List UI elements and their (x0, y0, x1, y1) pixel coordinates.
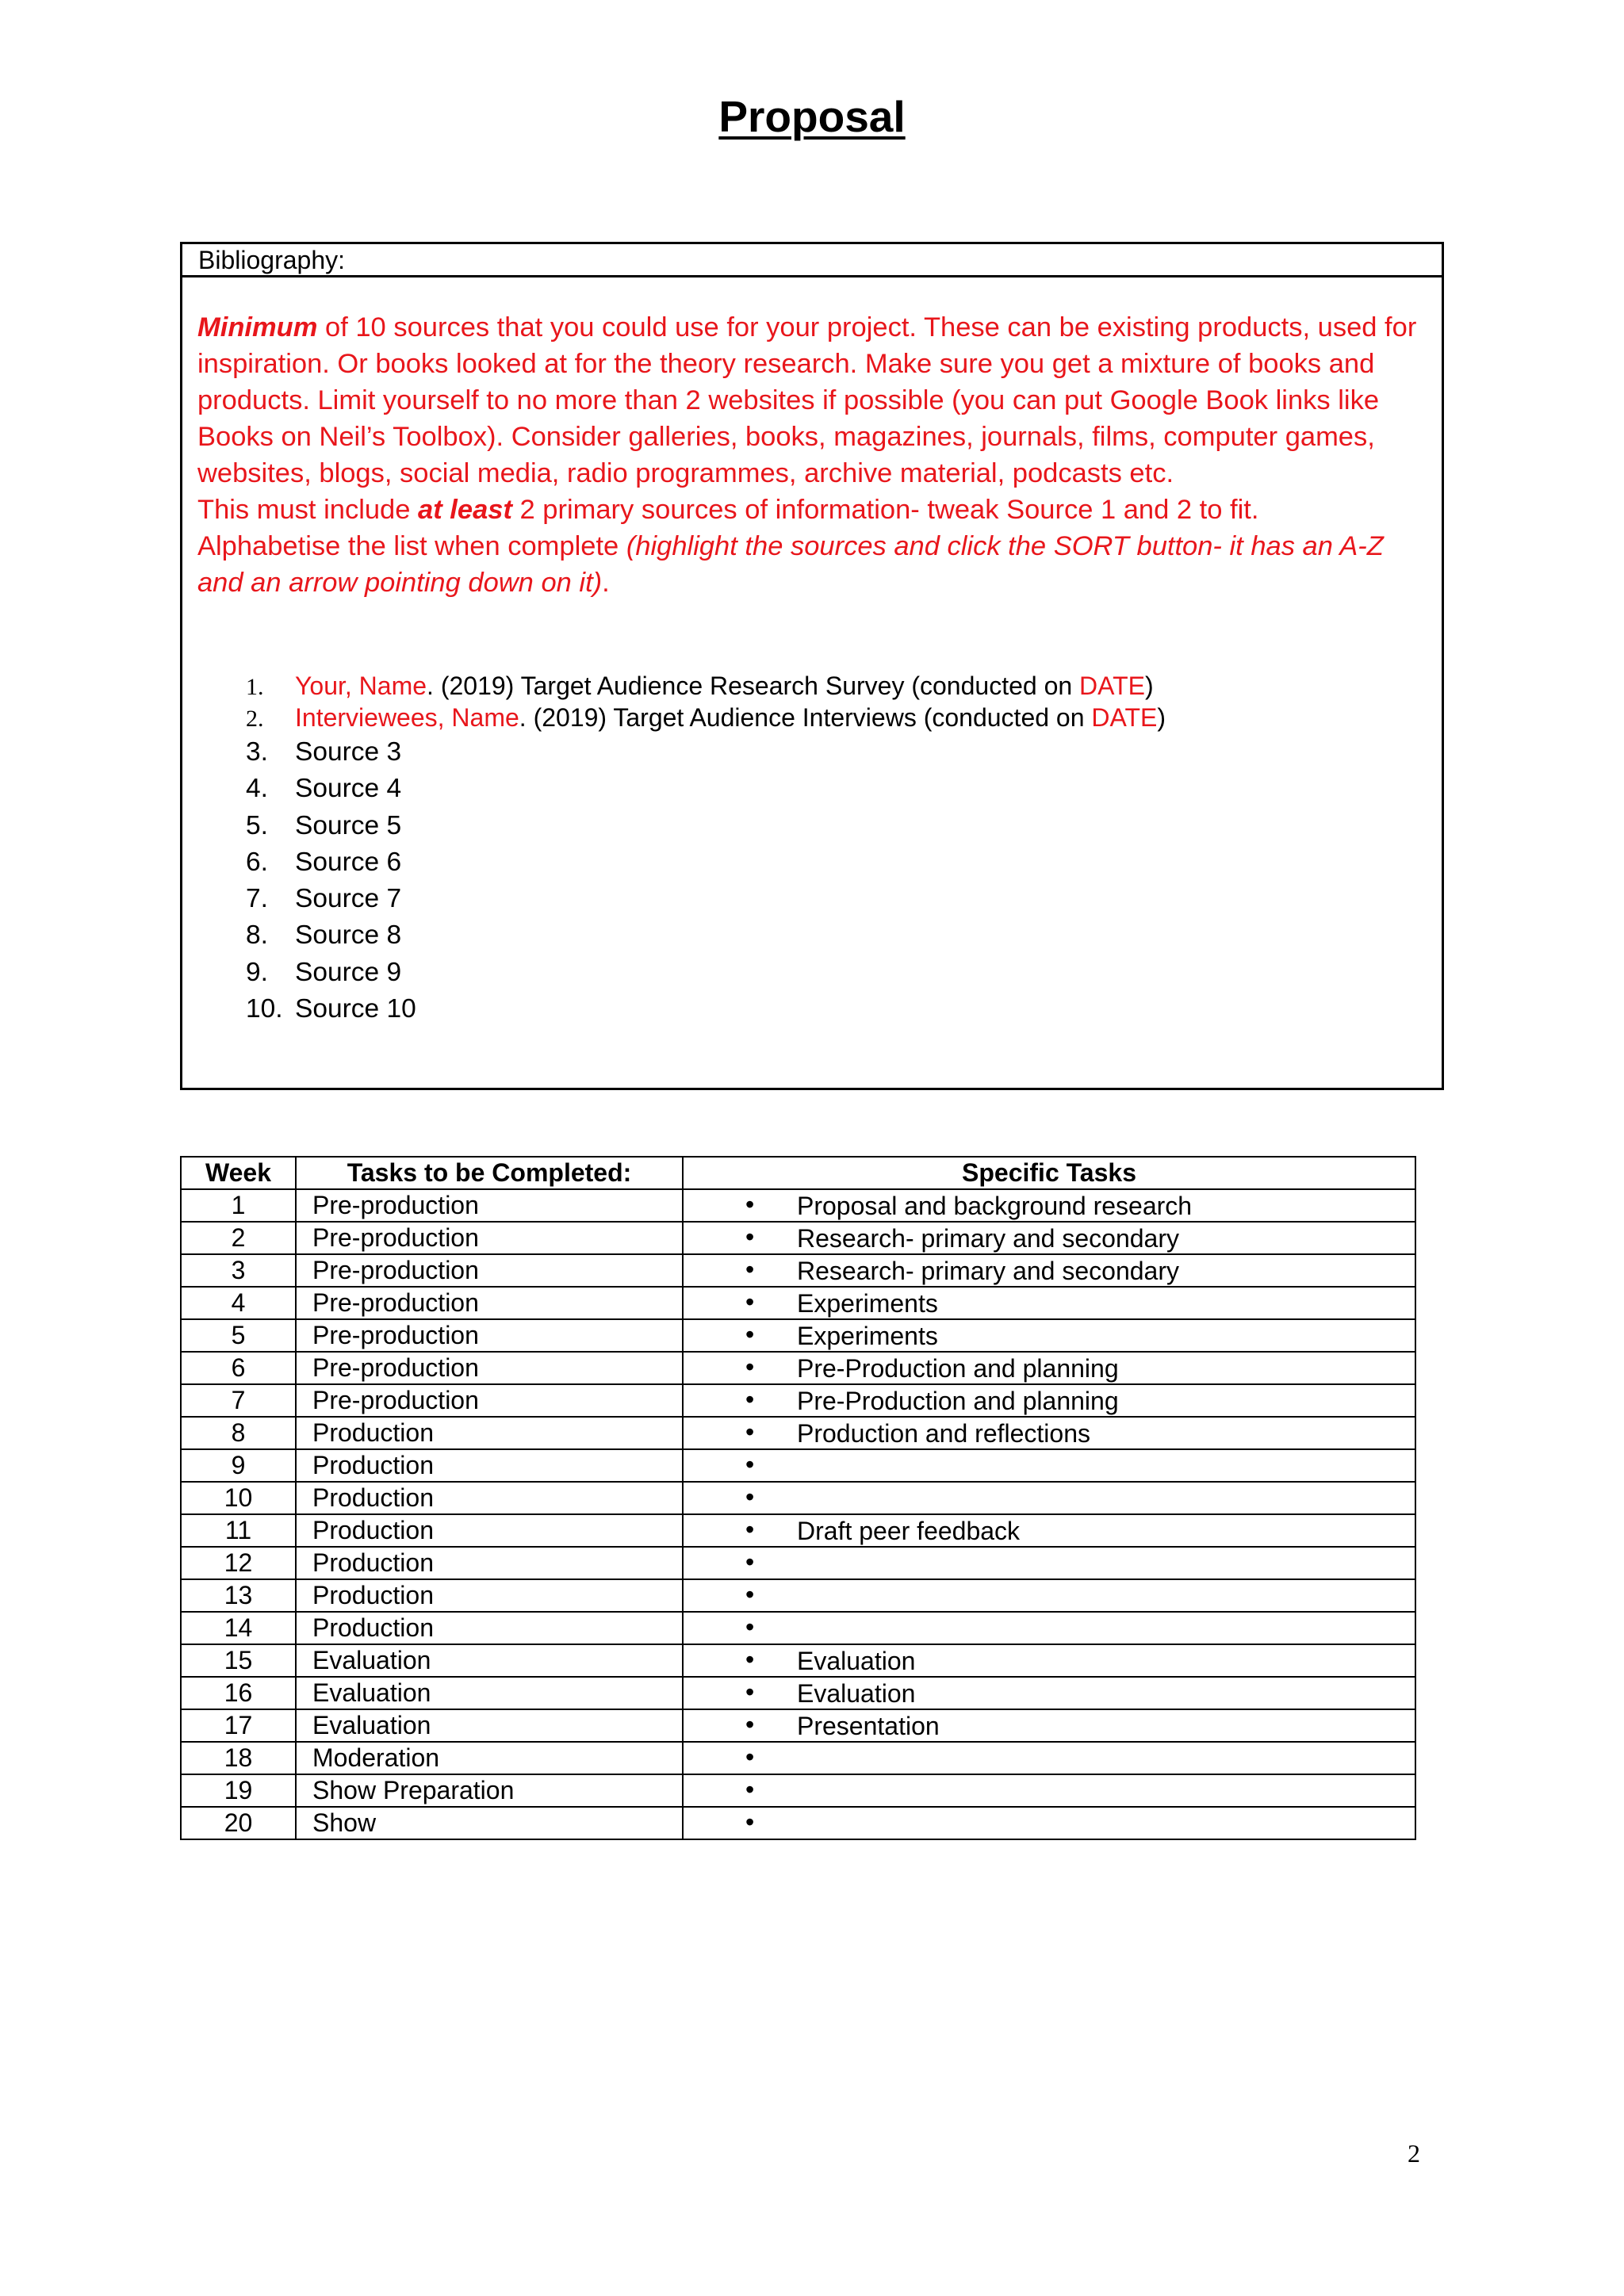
bullet-icon: • (745, 1483, 755, 1511)
bullet-icon: • (745, 1418, 755, 1446)
specific-task-text: Draft peer feedback (797, 1517, 1021, 1545)
bullet-icon: • (745, 1255, 755, 1284)
source-label: Source 7 (295, 884, 402, 914)
instructions-text-1: of 10 sources that you could use for your project. These can be existing products, used for inspiration. Or books looked at for the theory research. Make sure you get a mixture of books and products. Limit yourself to no more than 2 websites if possible (you can put Google Book links like Books on Neil’s Toolbox). Consider galleries, books, magazines, journals, films, computer games, websites, blogs, social media, radio programmes, archive material, podcasts etc. (197, 312, 1417, 488)
table-row (181, 1644, 1415, 1677)
list-number: 6. (246, 847, 268, 877)
source-author-placeholder: Your, Name (295, 672, 427, 700)
specific-task-cell (683, 1612, 1415, 1644)
sort-hint: (highlight the sources and click the SORT button- it has an A-Z and an arrow pointing down on it) (197, 531, 1384, 598)
table-row (181, 1547, 1415, 1579)
specific-task-cell (683, 1319, 1415, 1352)
week-column-header: Week (181, 1157, 296, 1189)
week-cell: 15 (181, 1644, 296, 1677)
table-row (181, 1579, 1415, 1612)
bullet-icon: • (745, 1450, 755, 1479)
source-label: Source 9 (295, 957, 402, 987)
instructions-paragraph-3 (197, 528, 1434, 601)
week-cell: 20 (181, 1807, 296, 1839)
task-cell: Production (296, 1514, 683, 1547)
task-cell: Evaluation (296, 1709, 683, 1742)
table-row (181, 1677, 1415, 1709)
week-cell: 14 (181, 1612, 296, 1644)
list-item (246, 671, 1166, 702)
instructions-text-3b: . (602, 568, 610, 598)
specific-task-cell (683, 1222, 1415, 1254)
bullet-icon: • (745, 1645, 755, 1674)
specific-task-cell (683, 1384, 1415, 1417)
source-text (295, 671, 1154, 702)
instructions-paragraph-2 (197, 492, 1434, 528)
source-label: Source 4 (295, 774, 402, 804)
bibliography-instructions (197, 309, 1434, 601)
schedule-table (180, 1156, 1416, 1840)
list-item (246, 991, 1166, 1027)
source-title: . (2019) Target Audience Interviews (conducted on (519, 703, 1092, 732)
bullet-icon: • (745, 1743, 755, 1771)
week-cell: 7 (181, 1384, 296, 1417)
source-label: Source 3 (295, 737, 402, 767)
specific-task-cell (683, 1579, 1415, 1612)
bullet-icon: • (745, 1580, 755, 1609)
instructions-text-3a: Alphabetise the list when complete (197, 531, 626, 561)
table-row (181, 1709, 1415, 1742)
specific-task-text: Evaluation (797, 1679, 916, 1708)
task-cell: Pre-production (296, 1189, 683, 1222)
list-item (246, 734, 1166, 771)
table-row (181, 1482, 1415, 1514)
specific-task-cell (683, 1807, 1415, 1839)
table-row (181, 1514, 1415, 1547)
task-cell: Production (296, 1612, 683, 1644)
task-cell: Show (296, 1807, 683, 1839)
list-item (246, 702, 1166, 734)
table-row (181, 1449, 1415, 1482)
bullet-icon: • (745, 1710, 755, 1739)
task-cell: Pre-production (296, 1319, 683, 1352)
specific-task-text: Production and reflections (797, 1419, 1090, 1448)
bullet-icon: • (745, 1190, 755, 1219)
specific-task-text: Pre-Production and planning (797, 1354, 1119, 1383)
sources-list (246, 671, 1166, 1027)
week-cell: 13 (181, 1579, 296, 1612)
list-item (246, 808, 1166, 844)
table-row (181, 1319, 1415, 1352)
list-number: 3. (246, 737, 268, 767)
specific-task-cell (683, 1547, 1415, 1579)
table-row (181, 1807, 1415, 1839)
source-text (295, 702, 1166, 733)
list-item (246, 881, 1166, 917)
list-number: 5. (246, 810, 268, 840)
week-cell: 4 (181, 1287, 296, 1319)
task-cell: Evaluation (296, 1644, 683, 1677)
source-date-placeholder: DATE (1079, 672, 1146, 700)
page-title: Proposal (718, 92, 906, 141)
specific-task-cell (683, 1189, 1415, 1222)
table-row (181, 1352, 1415, 1384)
table-row (181, 1774, 1415, 1807)
week-cell: 5 (181, 1319, 296, 1352)
source-label: Source 8 (295, 920, 402, 951)
source-label: Source 10 (295, 994, 416, 1024)
bullet-icon: • (745, 1385, 755, 1414)
week-cell: 12 (181, 1547, 296, 1579)
bullet-icon: • (745, 1678, 755, 1706)
source-close: ) (1145, 672, 1154, 700)
specific-task-text: Research- primary and secondary (797, 1224, 1179, 1253)
bullet-icon: • (745, 1353, 755, 1381)
bullet-icon: • (745, 1288, 755, 1316)
list-item (246, 844, 1166, 881)
list-number: 1. (246, 674, 264, 700)
table-row (181, 1384, 1415, 1417)
schedule-body (181, 1189, 1415, 1839)
week-cell: 19 (181, 1774, 296, 1807)
task-cell: Production (296, 1449, 683, 1482)
task-cell: Production (296, 1547, 683, 1579)
bullet-icon: • (745, 1223, 755, 1251)
task-cell: Pre-production (296, 1352, 683, 1384)
specific-task-text: Pre-Production and planning (797, 1387, 1119, 1415)
list-number: 4. (246, 774, 268, 804)
task-cell: Pre-production (296, 1287, 683, 1319)
specific-task-cell (683, 1449, 1415, 1482)
specific-task-text: Evaluation (797, 1647, 916, 1675)
list-item (246, 955, 1166, 991)
specific-task-text: Experiments (797, 1322, 938, 1350)
week-cell: 9 (181, 1449, 296, 1482)
instructions-paragraph-1 (197, 309, 1434, 492)
specific-tasks-column-header: Specific Tasks (683, 1157, 1415, 1189)
instructions-text-2b: 2 primary sources of information- tweak Source 1 and 2 to fit. (511, 495, 1259, 525)
table-row (181, 1287, 1415, 1319)
table-row (181, 1189, 1415, 1222)
table-row (181, 1612, 1415, 1644)
list-number: 2. (246, 706, 264, 732)
list-number: 8. (246, 920, 268, 951)
specific-task-cell (683, 1482, 1415, 1514)
week-cell: 18 (181, 1742, 296, 1774)
tasks-column-header: Tasks to be Completed: (296, 1157, 683, 1189)
task-cell: Production (296, 1482, 683, 1514)
specific-task-cell (683, 1352, 1415, 1384)
bullet-icon: • (745, 1548, 755, 1576)
week-cell: 11 (181, 1514, 296, 1547)
specific-task-cell (683, 1254, 1415, 1287)
week-cell: 17 (181, 1709, 296, 1742)
task-cell: Pre-production (296, 1222, 683, 1254)
source-date-placeholder: DATE (1091, 703, 1158, 732)
table-header-row (181, 1157, 1415, 1189)
week-cell: 2 (181, 1222, 296, 1254)
minimum-emphasis: Minimum (197, 312, 318, 342)
table-row (181, 1222, 1415, 1254)
specific-task-text: Experiments (797, 1289, 938, 1318)
week-cell: 6 (181, 1352, 296, 1384)
source-title: . (2019) Target Audience Research Survey (conducted on (427, 672, 1080, 700)
task-cell: Pre-production (296, 1254, 683, 1287)
list-number: 9. (246, 957, 268, 987)
specific-task-cell (683, 1709, 1415, 1742)
specific-task-cell (683, 1774, 1415, 1807)
specific-task-cell (683, 1677, 1415, 1709)
week-cell: 16 (181, 1677, 296, 1709)
bullet-icon: • (745, 1320, 755, 1349)
bibliography-box (180, 242, 1444, 1090)
task-cell: Production (296, 1417, 683, 1449)
instructions-text-2a: This must include (197, 495, 419, 525)
table-row (181, 1417, 1415, 1449)
page-number: 2 (1408, 2139, 1420, 2168)
source-label: Source 5 (295, 810, 402, 840)
task-cell: Pre-production (296, 1384, 683, 1417)
specific-task-text: Proposal and background research (797, 1192, 1193, 1220)
specific-task-cell (683, 1417, 1415, 1449)
table-row (181, 1254, 1415, 1287)
task-cell: Show Preparation (296, 1774, 683, 1807)
table-row (181, 1742, 1415, 1774)
specific-task-cell (683, 1514, 1415, 1547)
bullet-icon: • (745, 1515, 755, 1544)
week-cell: 8 (181, 1417, 296, 1449)
bullet-icon: • (745, 1613, 755, 1641)
specific-task-cell (683, 1742, 1415, 1774)
bullet-icon: • (745, 1775, 755, 1804)
list-number: 7. (246, 884, 268, 914)
specific-task-cell (683, 1287, 1415, 1319)
specific-task-cell (683, 1644, 1415, 1677)
at-least-emphasis: at least (418, 495, 512, 525)
specific-task-text: Research- primary and secondary (797, 1257, 1179, 1285)
source-author-placeholder: Interviewees, Name (295, 703, 519, 732)
bibliography-header: Bibliography: (182, 244, 1442, 277)
source-close: ) (1157, 703, 1166, 732)
week-cell: 3 (181, 1254, 296, 1287)
source-label: Source 6 (295, 847, 402, 877)
task-cell: Moderation (296, 1742, 683, 1774)
bullet-icon: • (745, 1808, 755, 1836)
task-cell: Production (296, 1579, 683, 1612)
week-cell: 10 (181, 1482, 296, 1514)
list-item (246, 917, 1166, 954)
task-cell: Evaluation (296, 1677, 683, 1709)
list-number: 10. (246, 994, 283, 1024)
specific-task-text: Presentation (797, 1712, 940, 1740)
list-item (246, 771, 1166, 807)
week-cell: 1 (181, 1189, 296, 1222)
